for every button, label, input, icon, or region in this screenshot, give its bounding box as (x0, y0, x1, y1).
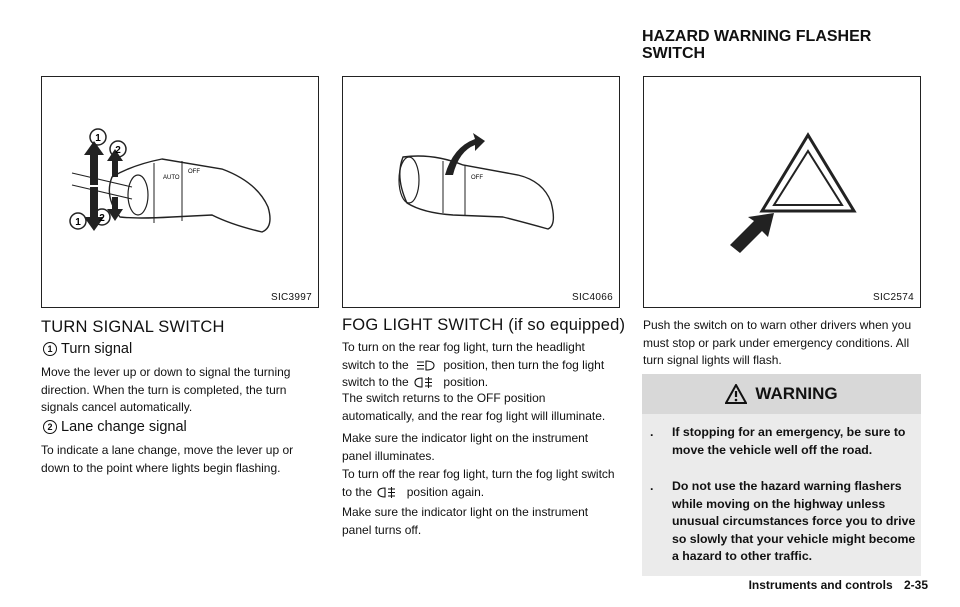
hazard-switch-illustration (644, 77, 920, 307)
fog-light-paragraph-4: To turn off the rear fog light, turn the fog light switch to the position again. (342, 467, 615, 499)
lever-label-auto: AUTO (163, 175, 180, 181)
svg-text:1: 1 (95, 133, 101, 144)
figure-fog-light (342, 76, 620, 308)
page-footer (749, 578, 928, 592)
turn-signal-subheading (43, 341, 132, 357)
lever-label-off: OFF (188, 169, 200, 175)
warning-box: . If stopping for an emergency, be sure to move the vehicle well off the road. . Do not use the hazard warning flashers while moving on the highway unless unusual circumstances force you to drive so slowly that your vehicle might become a hazard to other traffic. (642, 414, 921, 576)
rear-fog-light-icon (375, 486, 403, 499)
footer-section: Instruments and controls (748, 578, 893, 592)
lane-change-subheading (43, 419, 187, 435)
fog-light-paragraph-2: The switch returns to the OFF position automatically, and the rear fog light will illuminate. (342, 391, 606, 423)
figure-code: SIC3997 (270, 292, 312, 303)
rear-fog-light-icon (412, 376, 440, 389)
hazard-paragraph: Push the switch on to warn other drivers when you must stop or park under emergency conditions. All turn signal lights will flash. (643, 318, 912, 367)
callout-number-1: 1 (43, 342, 57, 356)
svg-text:1: 1 (75, 217, 81, 228)
turn-signal-lever-illustration (42, 77, 318, 307)
hazard-heading: HAZARD WARNING FLASHER SWITCH (642, 28, 872, 62)
turn-signal-heading: TURN SIGNAL SWITCH (41, 318, 225, 336)
footer-page-number: 2-35 (903, 578, 928, 592)
fog-light-paragraph-1: To turn on the rear fog light, turn the headlight switch to the position, then turn the fog light switch to the position. (342, 340, 605, 389)
warning-header (642, 374, 921, 414)
fog-light-heading: FOG LIGHT SWITCH (if so equipped) (342, 316, 626, 334)
turn-signal-subheading-text: Turn signal (61, 341, 133, 357)
callout-2-top (110, 141, 126, 157)
fog-light-paragraph-3: Make sure the indicator light on the instrument panel illuminates. (342, 431, 589, 463)
figure-hazard (643, 76, 921, 308)
figure-turn-signal (41, 76, 319, 308)
svg-text:OFF: OFF (471, 175, 483, 181)
fog-light-paragraph-5: Make sure the indicator light on the instrument panel turns off. (342, 505, 589, 537)
callout-1-top (90, 129, 106, 145)
turn-signal-paragraph: Move the lever up or down to signal the turning direction. When the turn is completed, the turn signals cancel automatically. (41, 365, 291, 414)
svg-text:2: 2 (99, 213, 105, 224)
up-arrow-icon (84, 141, 104, 185)
svg-text:2: 2 (115, 145, 121, 156)
lane-change-subheading-text: Lane change signal (61, 419, 187, 435)
fog-light-lever-illustration (343, 77, 619, 307)
figure-code: SIC2574 (872, 292, 914, 303)
figure-code: SIC4066 (571, 292, 613, 303)
callout-1-bottom (70, 213, 86, 229)
lane-change-paragraph: To indicate a lane change, move the lever up or down to the point where lights begin flashing. (41, 443, 294, 475)
headlight-icon (412, 359, 440, 372)
warning-label: WARNING (755, 384, 838, 403)
callout-number-2: 2 (43, 420, 57, 434)
push-arrow-icon (730, 213, 774, 253)
warning-triangle-icon (725, 384, 747, 404)
